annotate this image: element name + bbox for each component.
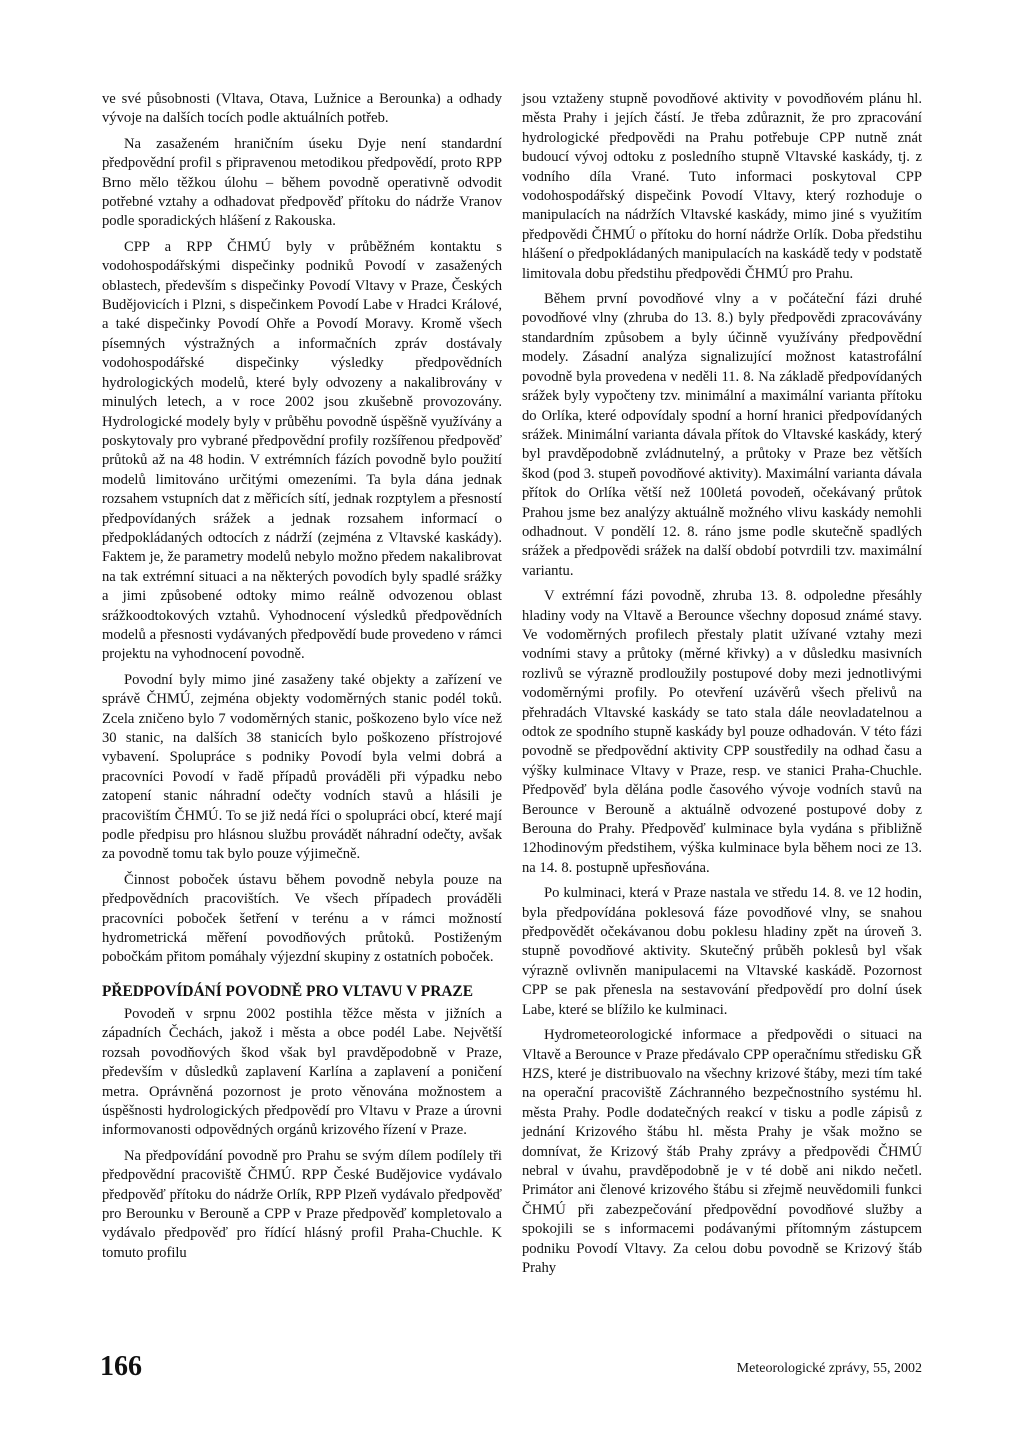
paragraph: Na předpovídání povodně pro Prahu se svým dílem podílely tři předpovědní pracoviště ČHMÚ. RPP České Budějovice vydávalo předpověď přítoku do nádrže Orlík, RPP Plzeň vydávalo předpověď pro Berounku v Berouně a CPP v Praze předpověď kompletovalo a vydávalo předpověď pro řídící hlásný profil Praha-Chuchle. K tomuto profilu (102, 1147, 502, 1261)
paragraph: Povodeň v srpnu 2002 postihla těžce města v jižních a západních Čechách, jakož i města a obce podél Labe. Největší rozsah povodňových škod však byl pravděpodobně v Praze, především v důsledků zaplavení Karlína a zaplavení a poničení metra. Oprávněná pozornost je proto věnována možnostem a úspěšnosti hydrologických předpovědí pro Vltavu v Praze a úrovni informovanosti odpovědných orgánů krizového řízení v Praze. (102, 1005, 502, 1139)
journal-citation: Meteorologické zprávy, 55, 2002 (736, 1361, 922, 1376)
paragraph: Činnost poboček ústavu během povodně nebyla pouze na předpovědních pracovištích. Ve všech případech prováděli pracovníci poboček šetření v terénu a v rámci možností hydrometrická měření povodňových průtoků. Postiženým pobočkám přitom pomáhaly výjezdní skupiny z ostatních poboček. (102, 871, 502, 966)
paragraph: Po kulminaci, která v Praze nastala ve středu 14. 8. ve 12 hodin, byla předpovídána poklesová fáze povodňové vlny, se snahou předpovědět očekávanou dobu poklesu hladiny zpět na úroveň 3. stupně povodňové aktivity. Skutečný průběh poklesů byl však výrazně ovlivněn manipulacemi na Vltavské kaskádě. Pozornost CPP se pak přenesla na sestavování předpovědí pro dolní úsek Labe, které se blížilo ke kulminaci. (522, 885, 922, 1018)
paragraph: V extrémní fázi povodně, zhruba 13. 8. odpoledne přesáhly hladiny vody na Vltavě a Berounce všechny doposud známé stavy. Ve vodoměrných profilech přestaly platit užívané vztahy mezi vodními stavy a průtoky (měrné křivky) a v důsledku masivních rozlivů se výrazně prodloužily postupové doby mezi jednotlivými vodoměrnými profily. Po otevření uzávěrů všech přelivů na přehradách Vltavské kaskády se tato stala dále neovladatelnou a odtok ze spodního stupně kaskády byl pouze odhadován. V této fázi povodně se předpovědní aktivity CPP soustředily na odhad času a výšky kulminace Vltavy v Praze, resp. ve stanici Praha-Chuchle. Předpověď byla dělána podle časového vývoje vodních stavů na Berounce v Berouně a aktuálně odvozené postupové doby z Berouna do Prahy. Předpověď kulminace byla vydána s přibližně 12hodinovým předstihem, výška kulminace byla během noci ze 13. na 14. 8. postupně upřesňována. (522, 588, 922, 876)
paragraph: CPP a RPP ČHMÚ byly v průběžném kontaktu s vodohospodářskými dispečinky podniků Povodí v zasažených oblastech, především s dispečinky Povodí Vltavy v Praze, Českých Budějovicích i Plzni, s dispečinkem Povodí Labe v Hradci Králové, a také dispečinky Povodí Ohře a Povodí Moravy. Kromě všech písemných výstražných a informačních zpráv dostávaly vodohospodářské dispečinky výsledky předpovědních hydrologických modelů, které byly odvozeny a nakalibrovány v minulých letech, a v roce 2002 jsou zkušebně provozovány. Hydrologické modely byly v průběhu povodně úspěšně využívány a poskytovaly pro vybrané předpovědní profily rozšířenou předpověď průtoků až na 48 hodin. V extrémních fázích povodně bylo použití modelů limitováno určitými omezeními. Ta byla dána jednak rozsahem vstupních dat z měřicích sítí, jednak rozptylem a přesností předpovídaných srážek a jednak rozsahem informací o předpokládaných odtocích z nádrží (zejména z Vltavské kaskády). Faktem je, že parametry modelů nebylo možno předem nakalibrovat na tak extrémní situaci a na některých povodích byly spadlé srážky a jimi způsobené odtoky mimo reálně odvozenou oblast srážkoodtokových vztahů. Vyhodnocení výsledků předpovědních modelů a přesnosti vydávaných předpovědí bude provedeno v rámci projektu na vyhodnocení povodně. (102, 238, 502, 663)
paragraph: Povodní byly mimo jiné zasaženy také objekty a zařízení ve správě ČHMÚ, zejména objekty vodoměrných stanic podél toků. Zcela zničeno bylo 7 vodoměrných stanic, poškozeno bylo více než 30 stanic, na dalších 38 stanicích bylo poškozeno přístrojové vybavení. Spolupráce s podniky Povodí byla velmi dobrá a pracovníci Povodí v řadě případů prováděli při výpadku nebo zatopení stanic náhradní odečty vodních stavů a hlásili je pracovištím ČHMÚ. To se již nedá říci o spolupráci obcí, které mají podle předpisu pro hlásnou službu provádět náhradní odečty, avšak za povodně tomu tak bylo pouze výjimečně. (102, 671, 502, 863)
left-column (102, 90, 502, 1269)
paragraph: Během první povodňové vlny a v počáteční fázi druhé povodňové vlny (zhruba do 13. 8.) byly předpovědi zpracovávány standardním způsobem a byly účinně využívány předpovědní modely. Zásadní analýza signalizující možnost katastrofální povodně byla provedena v neděli 11. 8. Na základě předpovídaných srážek byly vypočteny tzv. minimální a maximální varianta přítoku do Orlíka, které odpovídaly spodní a horní hranici předpovídaných srážek. Minimální varianta dávala přítok do Vltavské kaskády, který byl pravděpodobně zvládnutelný, a průtoky v Praze bez větších škod (pod 3. stupeň povodňové aktivity). Maximální varianta dávala přítok do Orlíka větší než 100letá povodeň, očekávaný průtok Prahou jsme bez analýzy aktuálně možného vlivu kaskády nemohli odhadnout. V pondělí 12. 8. ráno jsme podle skutečně spadlých srážek a předpovědi srážek na další období potvrdili tzv. maximální variantu. (522, 291, 922, 579)
page-number: 166 (100, 1351, 142, 1382)
section-heading: PŘEDPOVÍDÁNÍ POVODNĚ PRO VLTAVU V PRAZE (102, 982, 473, 1000)
paragraph: Na zasaženém hraničním úseku Dyje není standardní předpovědní profil s připravenou metodikou předpovědí, proto RPP Brno mělo těžkou úlohu – během povodně operativně odvodit potřebné vztahy a odhadovat předpověď přítoku do nádrže Vranov podle sporadických hlášení z Rakouska. (102, 135, 502, 230)
right-column (522, 90, 922, 1284)
paragraph: ve své působnosti (Vltava, Otava, Lužnice a Berounka) a odhady vývoje na dalších tocích podle aktuálních potřeb. (102, 91, 502, 127)
paragraph: Hydrometeorologické informace a předpovědi o situaci na Vltavě a Berounce v Praze předávalo CPP operačnímu středisku GŘ HZS, které je distribuovalo na všechny krizové štáby, mezi tím také na operační pracoviště Záchranného bezpečnostního systému hl. města Prahy. Podle dodatečných reakcí v tisku a podle zápisů z jednání Krizového štábu hl. města Prahy je však možno se domnívat, že Krizový štáb Prahy zprávy a předpovědi ČHMÚ nebral v úvahu, pravděpodobně je v té době ani nikdo nečetl. Primátor ani členové krizového štábu si zřejmě neuvědomili funkci ČHMÚ při zabezpečování předpovědní povodňové služby a spokojili se s informacemi podávanými přítomným zástupcem podniku Povodí Vltavy. Za celou dobu povodně se Krizový štáb Prahy (522, 1027, 922, 1276)
paragraph: jsou vztaženy stupně povodňové aktivity v povodňovém plánu hl. města Prahy i jejích částí. Je třeba zdůraznit, že pro zpracování hydrologické předpovědi na Prahu potřebuje CPP nutně znát budoucí vývoj odtoku z posledního stupně Vltavské kaskády, tj. z vodního díla Vrané. Tuto informaci poskytoval CPP vodohospodářský dispečink Povodí Vltavy, který rozhoduje o manipulacích na nádržích Vltavské kaskády, mimo jiné s využitím předpovědi ČHMÚ o přítoku do horní nádrže Orlík. Doba předstihu hlášení o předpokládaných manipulacích na kaskádě tedy v podstatě limitovala dobu předstihu předpovědi ČHMÚ pro Prahu. (522, 91, 922, 282)
